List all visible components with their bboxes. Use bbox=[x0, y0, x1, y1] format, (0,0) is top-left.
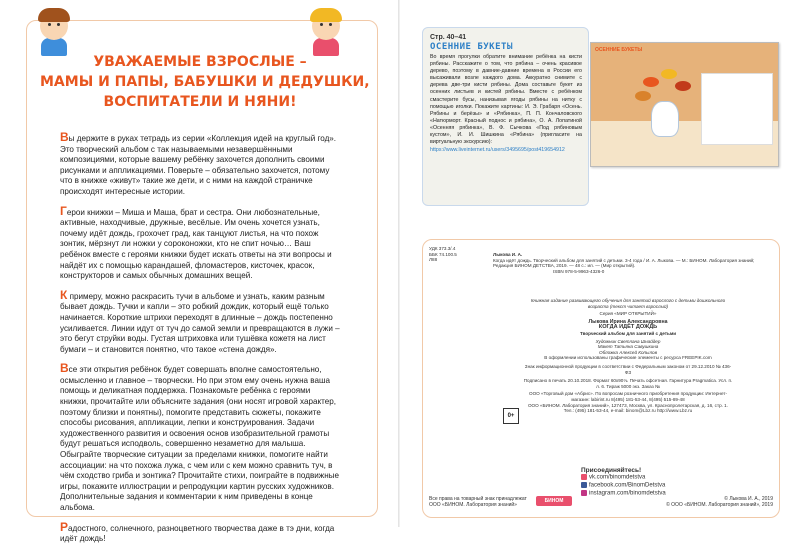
paragraph bbox=[60, 132, 340, 198]
isbn: ISBN 978-5-9963-4326-0 bbox=[553, 268, 605, 274]
note-text: Во время прогулки обратите внимание ребёнка на кисти рябины. Расскажите о том, что рябина – очень красивое дерево, поэтому в давние-давние времена в России его высаживали возле каждого дома. Аккуратно снимите с дерева две-три кисти рябины. Дома составьте букет из осенних листьев и кистей рябины. Вместе с ребёнком смастерите бусы, нанизывая ягоды рябины на нитку с помощью иголки. Покажите картины: И. Э. Грабаря «Осень. Рябины и берёзы» и «Рябинка», П. П. Кончаловского «Натюрморт. Красный поднос и рябина», О. А. Лопатиной «Осенняя рябинка», В. Ф. Сычкова «Под рябиновым кустом», И. И. Шишкина «Рябина» (пригласите на виртуальную экскурсию): bbox=[430, 54, 582, 146]
girl-avatar-icon bbox=[306, 8, 346, 56]
age-rating-badge: 0+ bbox=[503, 408, 519, 424]
copyright bbox=[637, 496, 773, 508]
page-reference: Стр. 40–41 bbox=[430, 34, 467, 41]
cover-designer: Обложка Алексей Копылов bbox=[599, 349, 657, 355]
boy-avatar-icon bbox=[34, 8, 74, 56]
heading-line: УВАЖАЕМЫЕ ВЗРОСЛЫЕ – bbox=[93, 54, 307, 70]
graphic-elements: В оформлении использованы графические элементы с ресурса FREEPIK.com bbox=[544, 355, 712, 361]
left-page bbox=[0, 0, 400, 544]
law-notice: Знак информационной продукции в соответствии с Федеральным законом от 29.12.2010 № 436-ФЗ bbox=[524, 363, 732, 375]
logo-text: БИНОМ bbox=[544, 498, 564, 504]
distributor: ООО «Торговый дом «Абрис». По вопросам розничного приобретения продукции: Интернет-магазин: labirint.ru 8(495) 181-53-44, 8(495) 515-89-48 bbox=[529, 391, 727, 402]
paragraph-text: адостного, солнечного, разноцветного творчества даже в тэ дни, когда идёт дождь! bbox=[60, 523, 335, 544]
series: Серия «МИР ОТКРЫТИЙ» bbox=[599, 311, 657, 317]
copyright-line: © ООО «БИНОМ. Лаборатория знаний», 2019 bbox=[666, 502, 773, 509]
subtitle: Творческий альбом для занятий с детьми bbox=[579, 330, 677, 336]
bbk: ББК 74.100.5 bbox=[429, 251, 457, 257]
annotation: Книжная издание развивающего обучения для занятий взрослого с детьми дошкольного возраста (текст читает взрослый) bbox=[530, 298, 726, 309]
drop-cap: Р bbox=[60, 519, 69, 534]
paragraph-text: се эти открытия ребёнок будет совершать вполне самостоятельно, осмысленно и главное – творчески. Но при этом ему очень нужна ваша помощь и деликатная поддержка. Познакомьте ребёнка с героями книжки, прочитайте или объясните задания (они носят игровой характер, поэтому близки и понятны), помогите представить сюжеты, покажите способы рисования, аппликации, лепки и конструирования. Задачи художественного развития и освоения основ изобразительной грамоты будут решаться исподволь, совершенно незаметно для малыша. Обыграйте творческие ситуации за пределами книжки, помогите найти ассоциации: на что похожа лужа, с чем или с кем можно сравнить туч, в чём сходство гриба и зонтика? Прочитайте стихи, поиграйте в подвижные игры, покажите иллюстрации и репродукции картин русских художников. Дополнительные задания и комментарии к ним приведены в конце альбома. bbox=[60, 365, 340, 512]
publisher: ООО «БИНОМ. Лаборатория знаний», 127473, Москва, ул. Краснопролетарская, д. 16, стр. 1. Тел.: (495) 181-53-44, e-mail: binom@Lbz.ru http://www.Lbz.ru bbox=[527, 402, 729, 414]
drop-cap: К bbox=[60, 287, 68, 302]
social-links bbox=[581, 467, 701, 498]
paragraph-text: примеру, можно раскрасить тучи в альбоме и узнать, каким разным бывает дождь. Тучки и капли – это робкий дождик, который ещё только начинается. Короткие штрихи переходят в длинные – дождь постепенно усиливается. Линии идут от туч до самой земли и превращаются в лужи – это бегут струйки воды. Густая штриховка или тушёвка кожетя на лист бумаги – и становится понятно, что такое «стена дождя». bbox=[60, 291, 340, 354]
udk: УДК 373.3/.4 bbox=[429, 246, 456, 251]
copyright-line: © Лыкова И. А., 2019 bbox=[724, 496, 773, 502]
activity-note-card bbox=[422, 27, 589, 206]
print-info: Подписано в печать 20.10.2018. Формат 60х90⅛. Печать офсетная. Гарнитура Pragmatica. Усл. п. л. 6. Тираж 5000 экз. Заказ № bbox=[523, 378, 733, 389]
book-title: КОГДА ИДЁТ ДОЖДЬ bbox=[598, 324, 658, 331]
spread-illustration bbox=[590, 42, 779, 167]
binom-logo bbox=[536, 496, 572, 506]
publication-info bbox=[523, 298, 733, 414]
social-title: Присоединяйтесь! bbox=[581, 467, 642, 474]
paragraph-text: ерои книжки – Миша и Маша, брат и сестра. Они любознательные, активные, находчивые, дружные, весёлые. Им очень хочется узнать, почему идёт дождь, грохочет град, как танцуют листья, на что похож зонтик, мёрзнут ли ножки у сороконожки, кто не спит ночью… Ваш ребёнок вместе с героями книжки будет искать ответы на эти вопросы и найдёт их с помощью карандашей, фломастеров, кисточек, красок, конструкторов и самых обычных домашних вещей. bbox=[60, 207, 332, 281]
social-link-text: vk.com/binomdetstva bbox=[589, 474, 646, 481]
description: Когда идёт дождь. Творческий альбом для занятий с детьми. 3-4 года / И. А. Лыкова. — М.: БИНОМ. Лаборатория знаний; Редакция БИНОМ ДЕТСТВА, 2019. — 48 с.: ил. — (Мир открытий). bbox=[493, 257, 755, 269]
paragraph bbox=[60, 203, 340, 282]
illustration-title: ОСЕННИЕ БУКЕТЫ bbox=[595, 47, 643, 53]
social-link-text: instagram.com/binomdetstva bbox=[589, 490, 666, 497]
code: Л88 bbox=[429, 257, 438, 263]
udk-block bbox=[429, 246, 469, 263]
social-link-text: facebook.com/BinomDetstva bbox=[589, 482, 666, 489]
drop-cap: В bbox=[60, 130, 69, 144]
imprint-page bbox=[422, 239, 780, 518]
instagram-icon bbox=[581, 490, 587, 496]
drop-cap: В bbox=[60, 361, 69, 376]
author-full: Лыкова Ирина Александровна bbox=[588, 318, 668, 325]
catalog-entry bbox=[493, 252, 763, 274]
heading-line: МАМЫ И ПАПЫ, БАБУШКИ И ДЕДУШКИ, bbox=[40, 74, 370, 90]
social-link-vk[interactable] bbox=[581, 474, 701, 482]
paragraph bbox=[60, 287, 340, 356]
facebook-icon bbox=[581, 482, 587, 488]
author-short: Лыкова И. А. bbox=[493, 252, 523, 257]
intro-text bbox=[60, 132, 340, 553]
social-link-facebook[interactable] bbox=[581, 482, 701, 490]
drop-cap: Г bbox=[60, 203, 67, 218]
heading-line: ВОСПИТАТЕЛИ И НЯНИ! bbox=[103, 94, 297, 110]
paragraph bbox=[60, 519, 340, 545]
paragraph bbox=[60, 363, 340, 513]
address-heading bbox=[40, 52, 370, 112]
right-page bbox=[400, 0, 800, 527]
note-link[interactable]: https://www.liveinternet.ru/users/3495695/post419654912 bbox=[430, 147, 565, 154]
layout-designer: Макет Татьяна Савушкина bbox=[597, 344, 659, 350]
artist: Художник Светлана Шнайдер bbox=[595, 338, 661, 344]
trademark-notice: Все права на товарный знак принадлежат ООО «БИНОМ. Лаборатория знаний» bbox=[429, 496, 527, 509]
note-title: ОСЕННИЕ БУКЕТЫ bbox=[430, 42, 513, 52]
vk-icon bbox=[581, 474, 587, 480]
paragraph-text: ы держите в руках тетрадь из серии «Коллекция идей на круглый год». Это творческий альбом с так называемыми незавершёнными композициями, которые вашему ребёнку захочется дополнить своими рисунками и аппликациями. Поверьте – обязательно захочется, потому что в книжке «живут» такие же дети, и с ними на каждой страничке происходят интересные истории. bbox=[60, 134, 337, 196]
